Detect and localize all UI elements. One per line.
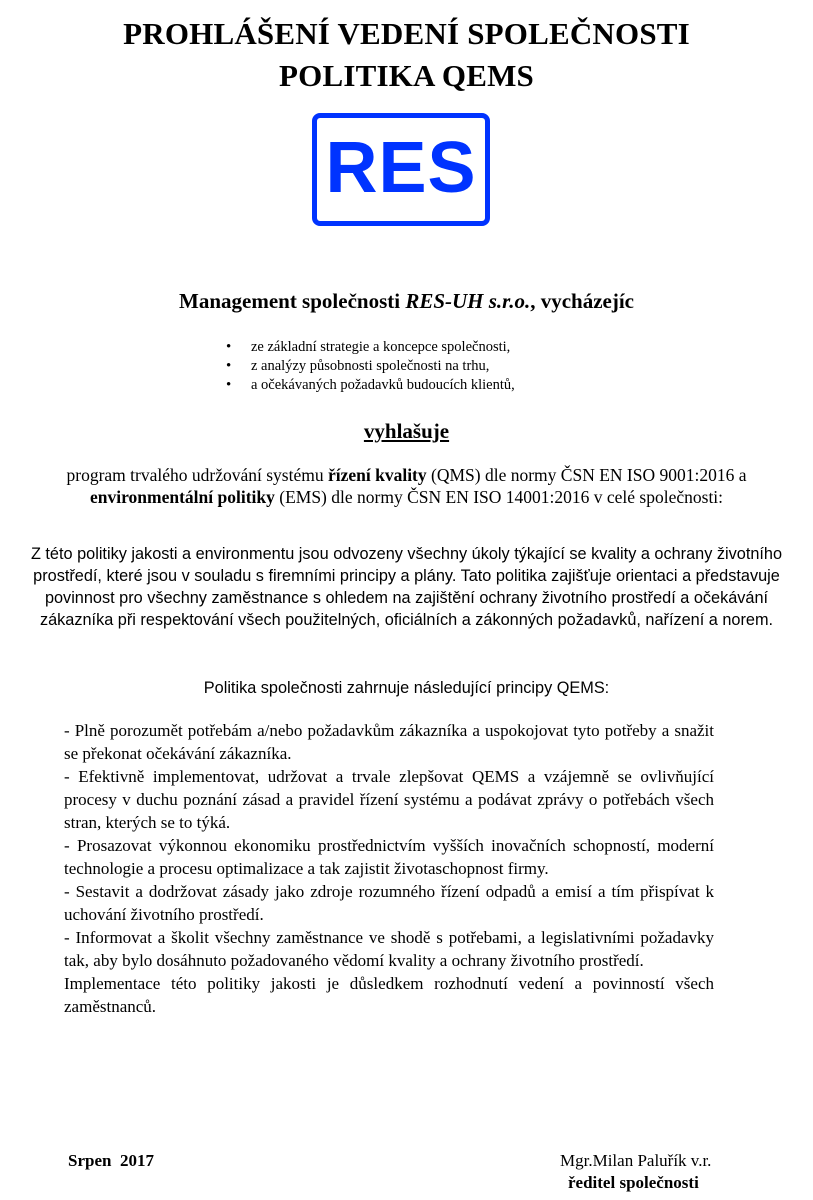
principle-item: Implementace této politiky jakosti je důsledkem rozhodnutí vedení a povinností všech zaměstnanců. bbox=[64, 974, 714, 1016]
principle-item: - Informovat a školit všechny zaměstnance ve shodě s potřebami, a legislativními požadavky tak, aby bylo dosáhnuto požadovaného vědomí kvality a ochrany životního prostředí. bbox=[64, 928, 714, 970]
document-date: Srpen 2017 bbox=[68, 1151, 154, 1170]
program-text: (EMS) dle normy ČSN EN ISO 14001:2016 v celé společnosti: bbox=[274, 487, 724, 507]
management-intro-prefix: Management společnosti bbox=[179, 289, 406, 313]
document-subtitle: POLITIKA QEMS bbox=[279, 58, 534, 93]
policy-paragraph: Z této politiky jakosti a environmentu jsou odvozeny všechny úkoly týkající se kvality a ochrany životního prostředí, které jsou v souladu s firemními principy a plány. Tato politika zajišťuje orientaci a představuje povinnost pro všechny zaměstnance s ohledem na zajištění ochrany životního prostředí a očekávání zákazníka při respektování všech použitelných, oficiálních a zákonných požadavků, nařízení a norem. bbox=[30, 545, 783, 629]
principles-heading: Politika společnosti zahrnuje následující principy QEMS: bbox=[203, 679, 610, 697]
principle-item: - Efektivně implementovat, udržovat a trvale zlepšovat QEMS a vzájemně se ovlivňující procesy v duchu poznání zásad a pravidel řízení systému a podávat zprávy o potřebách všech stran, kterých se to týká. bbox=[64, 767, 714, 832]
principle-item: - Plně porozumět potřebám a/nebo požadavkům zákazníka a uspokojovat tyto potřeby a snažit se překonat očekávání zákazníka. bbox=[64, 721, 714, 763]
list-item: • a očekávaných požadavků budoucích klientů, bbox=[226, 376, 515, 395]
document-title: PROHLÁŠENÍ VEDENÍ SPOLEČNOSTI bbox=[123, 16, 690, 51]
management-intro-suffix: , vycházejíc bbox=[530, 289, 634, 313]
basis-list bbox=[226, 338, 515, 395]
res-logo bbox=[312, 113, 490, 226]
principle-item: - Prosazovat výkonnou ekonomiku prostřednictvím vyšších inovačních schopností, moderní technologie a procesu optimalizace a tak zajistit životaschopnost firmy. bbox=[64, 836, 714, 878]
program-text: program trvalého udržování systému bbox=[66, 465, 328, 485]
principle-item: - Sestavit a dodržovat zásady jako zdroje rozumného řízení odpadů a emisí a tím přispívat k uchování životního prostředí. bbox=[64, 882, 714, 924]
program-bold-quality: řízení kvality bbox=[327, 465, 427, 485]
program-text: (QMS) dle normy ČSN EN ISO 9001:2016 a bbox=[426, 465, 747, 485]
program-bold-environment: environmentální politiky bbox=[89, 487, 275, 507]
declaration-heading: vyhlašuje bbox=[363, 419, 450, 443]
signer-name: Mgr.Milan Paluřík v.r. bbox=[560, 1151, 712, 1170]
company-name: RES-UH s.r.o. bbox=[405, 289, 531, 313]
management-intro bbox=[0, 288, 813, 314]
list-item: • ze základní strategie a koncepce společnosti, bbox=[226, 338, 515, 357]
list-item: • z analýzy působnosti společnosti na trhu, bbox=[226, 357, 515, 376]
program-paragraph bbox=[60, 464, 753, 508]
res-logo-text: RES bbox=[325, 128, 477, 208]
principles-list bbox=[64, 719, 714, 1018]
signer-role: ředitel společnosti bbox=[568, 1173, 699, 1192]
